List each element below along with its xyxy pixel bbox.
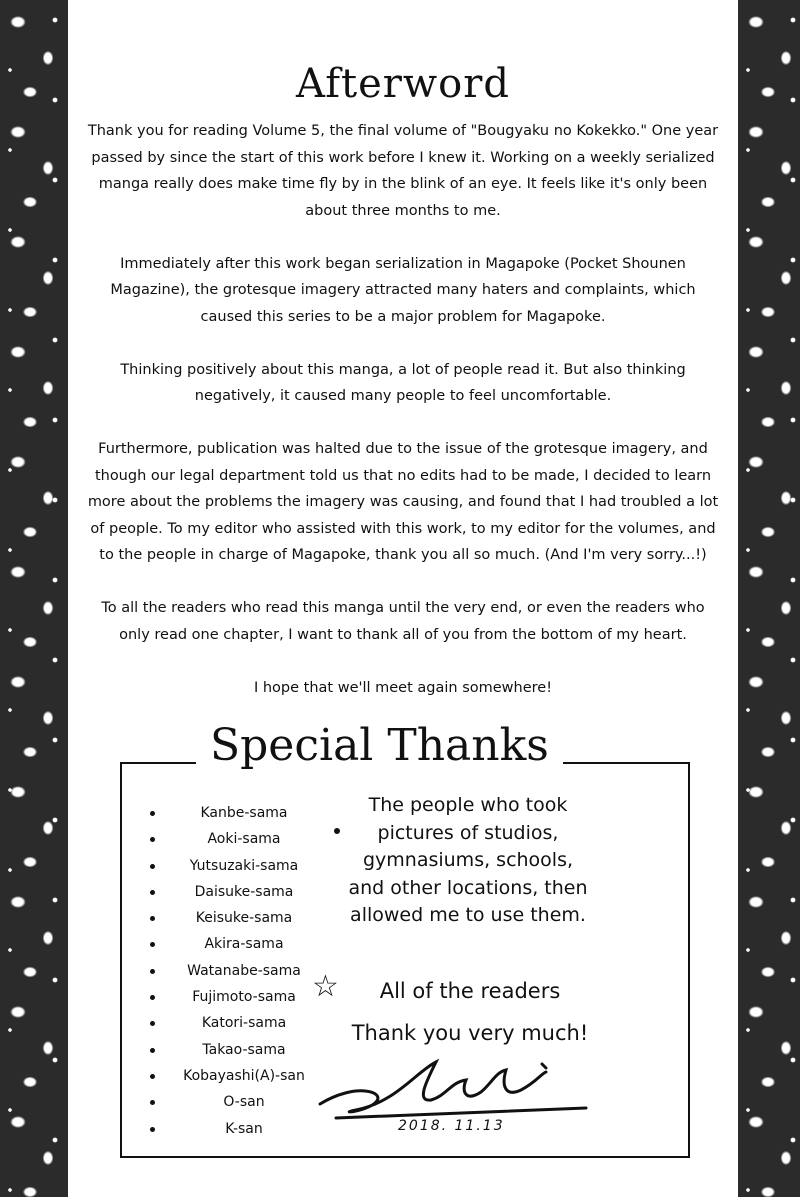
list-item <box>144 931 324 957</box>
bullet-icon <box>150 811 155 816</box>
bullet-icon <box>150 890 155 895</box>
list-item <box>144 1037 324 1063</box>
list-item <box>144 905 324 931</box>
list-item <box>144 826 324 852</box>
name-label: Fujimoto-sama <box>192 989 296 1006</box>
afterword-page <box>68 0 738 1197</box>
name-label: Akira-sama <box>204 936 284 953</box>
name-label: Keisuke-sama <box>195 910 293 927</box>
name-label: Yutsuzaki-sama <box>189 857 299 874</box>
bullet-icon <box>150 969 155 974</box>
bullet-icon <box>150 1074 155 1079</box>
paragraph: Thinking positively about this manga, a lot of people read it. But also thinking negatively, it caused many people to feel uncomfortable. <box>120 361 686 404</box>
list-item <box>144 1063 324 1089</box>
thanks-name-list <box>144 800 324 1142</box>
list-item <box>144 1010 324 1036</box>
afterword-body <box>86 118 720 728</box>
name-label: Katori-sama <box>201 1015 287 1032</box>
readers-thanks <box>350 970 590 1054</box>
bullet-icon <box>334 828 340 834</box>
readers-line: All of the readers <box>379 979 561 1003</box>
list-item <box>144 1116 324 1142</box>
people-note: The people who took pictures of studios, gymnasiums, schools, and other locations, then allowed me to use them. <box>348 794 588 926</box>
name-label: O-san <box>223 1094 265 1111</box>
star-icon: ☆ <box>312 969 339 1004</box>
author-signature <box>316 1052 596 1122</box>
paragraph: Immediately after this work began serialization in Magapoke (Pocket Shounen Magazine), the grotesque imagery attracted many haters and complaints, which caused this series to be a major problem for Magapoke. <box>110 255 696 325</box>
paragraph: To all the readers who read this manga until the very end, or even the readers who only read one chapter, I want to thank all of you from the bottom of my heart. <box>101 600 705 643</box>
bullet-icon <box>150 837 155 842</box>
name-label: Watanabe-sama <box>187 962 301 979</box>
name-label: K-san <box>225 1120 263 1137</box>
list-item <box>144 879 324 905</box>
signature-date: 2018. 11.13 <box>398 1118 505 1134</box>
bullet-icon <box>150 1127 155 1132</box>
right-border-pattern <box>738 0 800 1197</box>
page-title: Afterword <box>296 60 510 107</box>
special-thanks-heading: Special Thanks <box>196 720 563 771</box>
paragraph: Furthermore, publication was halted due to the issue of the grotesque imagery, and though our legal department told us that no edits had to be made, I decided to learn more about the problems the imagery was causing, and found that I had troubled a lot of people. To my editor who assisted with this work, to my editor for the volumes, and to the people in charge of Magapoke, thank you all so much. (And I'm very sorry...!) <box>87 441 719 563</box>
list-item <box>144 984 324 1010</box>
name-label: Takao-sama <box>202 1041 286 1058</box>
paragraph: I hope that we'll meet again somewhere! <box>253 679 553 696</box>
bullet-icon <box>150 942 155 947</box>
bullet-icon <box>150 916 155 921</box>
name-label: Daisuke-sama <box>194 883 294 900</box>
name-label: Kanbe-sama <box>200 805 288 821</box>
left-border-pattern <box>0 0 68 1197</box>
bullet-icon <box>150 1021 155 1026</box>
name-label: Aoki-sama <box>207 831 281 848</box>
list-item <box>144 853 324 879</box>
bullet-icon <box>150 995 155 1000</box>
paragraph: Thank you for reading Volume 5, the final volume of "Bougyaku no Kokekko." One year passed by since the start of this work before I knew it. Working on a weekly serialized manga really does make time fly by in the blink of an eye. It feels like it's only been about three months to me. <box>87 123 719 219</box>
thank-you-line: Thank you very much! <box>351 1021 589 1045</box>
name-label: Kobayashi(A)-san <box>183 1067 305 1084</box>
list-item <box>144 800 324 826</box>
list-item <box>144 958 324 984</box>
bullet-icon <box>150 1048 155 1053</box>
bullet-icon <box>150 1100 155 1105</box>
list-item <box>144 1089 324 1115</box>
bullet-icon <box>150 864 155 869</box>
